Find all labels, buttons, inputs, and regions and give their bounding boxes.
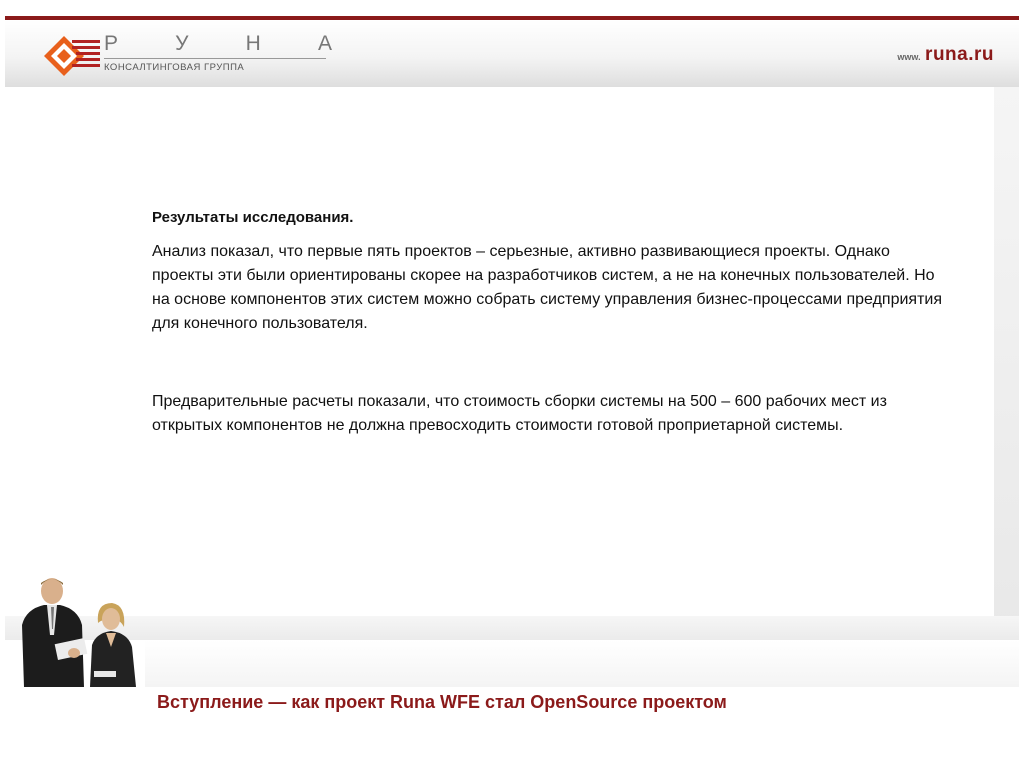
logo-wordmark	[104, 32, 332, 56]
logo-diamond-icon	[42, 34, 102, 78]
runa-logo	[42, 34, 342, 78]
paragraph-estimate: Предварительные расчеты показали, что стоимость сборки системы на 500 – 600 рабочих мест из открытых компонентов не должна превосходить стоимости готовой проприетарной системы.	[152, 393, 887, 434]
right-decorative-strip	[994, 87, 1019, 687]
section-heading: Результаты исследования.	[152, 209, 354, 226]
paragraph-analysis: Анализ показал, что первые пять проектов – серьезные, активно развивающиеся проекты. Однако проекты эти были ориентированы скорее на разработчиков систем, а не на конечных пользователей. Но на основе компонентов этих систем можно собрать систему управления бизнес-процессами предприятия для конечного пользователя.	[152, 243, 943, 332]
bottom-band	[5, 616, 1019, 640]
logo-letter: Р	[104, 32, 119, 55]
slide-content	[152, 209, 952, 438]
logo-letter: Н	[245, 32, 261, 55]
site-url	[897, 44, 994, 66]
business-people-photo	[14, 575, 149, 687]
logo-letter: А	[317, 32, 332, 55]
logo-letter: У	[175, 32, 189, 55]
slide-footer-title: Вступление — как проект Runa WFE стал OpenSource проектом	[157, 692, 727, 712]
site-url-prefix: www.	[897, 52, 921, 62]
bottom-band-lower	[145, 640, 1019, 687]
logo-divider	[104, 58, 326, 59]
logo-subtitle: КОНСАЛТИНГОВАЯ ГРУППА	[104, 62, 245, 73]
site-url-domain: runa.ru	[925, 44, 994, 65]
